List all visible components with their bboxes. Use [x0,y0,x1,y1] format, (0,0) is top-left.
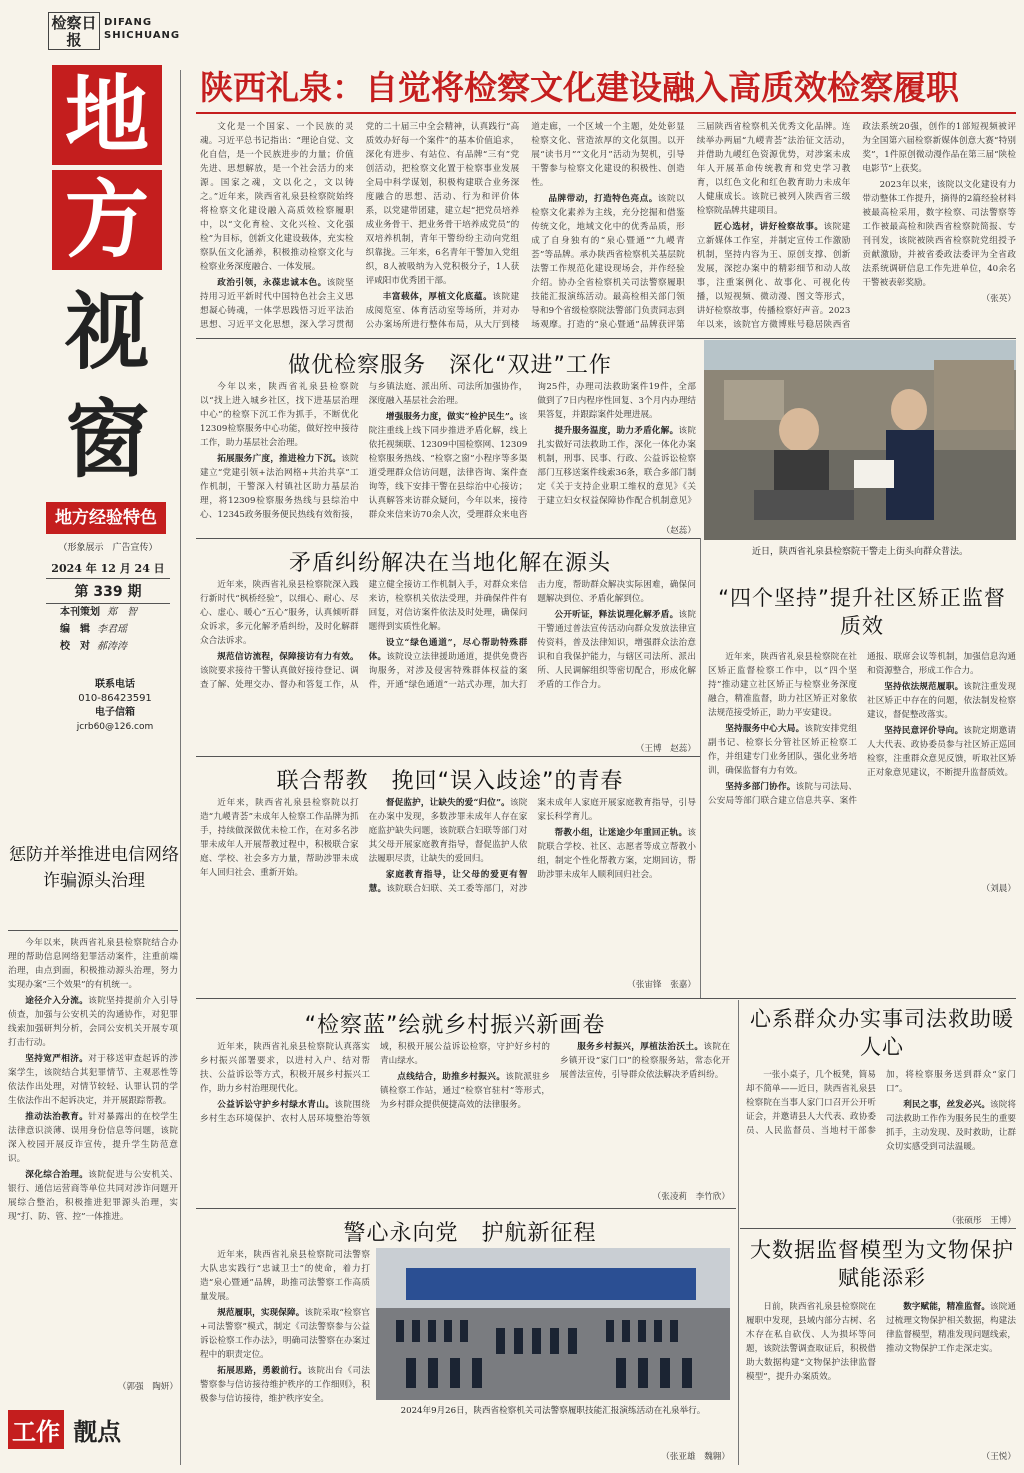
article-3-title: “四个坚持”提升社区矫正监督质效 [718,586,1006,638]
article-6-title: “检察蓝”绘就乡村振兴新画卷 [304,1013,606,1038]
bottom-tag-2: 靓点 [73,1418,122,1446]
article-1-photo [704,340,1016,540]
article-4-lead: 近年来，陕西省礼泉县检察院以打造“九嵕青荟”未成年人检察工作品牌为抓手，持续做深做优未检工作，在对多名涉罪未成年人开展帮教过程中，积极联合家庭、学校、社会多方力量，帮助涉罪未成年人回归社会、重新开始。 [200,798,359,878]
article-4-s3-body: 该院联合学校、社区、志愿者等成立帮教小组，制定个性化帮教方案，定期回访，帮助涉罪未成年人顺利回归社会。 [537,828,696,880]
article-2-lead: 近年来，陕西省礼泉县检察院深入践行新时代“枫桥经验”，以细心、耐心、尽心、虚心、暖心“五心”服务，认真倾听群众诉求，多元化解矛盾纠纷，及时化解群众合法诉求。 [200,580,359,646]
article-9-body [746,1300,1016,1448]
article-1-title: 做优检察服务 深化“双进”工作 [288,353,612,378]
article-7-body [746,1068,1016,1213]
article-3-author: （刘晨） [981,884,1016,894]
section-char-fang: 方 [52,170,162,270]
planner-label: 本刊策划 [60,607,100,618]
article-9-lead: 日前，陕西省礼泉县检察院在履职中发现，县域内部分古树、名木存在私自砍伐、人为损坏等问题，该院法警调查取证后，积极借助大数据构建“文物保护法律监督模型”，提升办案质效。 [746,1302,876,1382]
phone-number: 010-86423591 [78,693,152,704]
article-4-s1-body: 该院在办案中发现，多数涉罪未成年人存在家庭监护缺失问题，该院联合妇联等部门对其父母开展家庭教育指导，督促监护人依法履职尽责，让缺失的爱回归。 [368,798,528,864]
article-9-author: （王悦） [981,1452,1016,1462]
main-title: 陕西礼泉：自觉将检察文化建设融入高质效检察履职 [200,68,959,107]
staff-credits [60,604,170,655]
article-3-s1-title: 坚持服务中心大局。 [725,724,805,734]
article-1-s1-body: 该院建立“党建引领+法治网格+共治共享”工作机制，干警深入村镇社区助力基层治理，将12309检察服务热线与县综治中心、12345政务服务便民热线有效衔接，与乡镇法庭、派出所、司法所加强协作，深度融入基层社会治理。 [200,382,528,520]
email-label: 电子信箱 [95,707,135,718]
article-4-title: 联合帮教 挽回“误入歧途”的青春 [276,769,624,794]
article-1-s3-body: 该院扎实做好司法救助工作，深化一体化办案机制，刑事、民事、行政、公益诉讼检察部门互移送案件线索36条，联合多部门制定《关于支持企业职工维权的意见》《关于建立妇女权益保障协作配合机制意见》 [537,426,696,506]
article-1-s2-title: 增强服务力度，做实“检护民生”。 [385,412,519,422]
pinyin-line-1: DIFANG [104,17,153,28]
article-1-s1-title: 拓展服务广度，推进检力下沉。 [217,454,342,464]
article-5-body [8,936,178,1376]
lead-intro: 文化是一个国家、一个民族的灵魂。习近平总书记指出：“理论自觉、文化自信，是一个民族进步的力量；价值先进、思想解放，是一个社会活力的来源。国家之魂，文以化之，文以铸之。”近年来，陕西省礼泉县检察院始终将检察文化建设融入高质效检察履职中，以“文化育检、文化兴检、文化强检”为目标，创新文化建设载体，充实检察队伍文化涵养，积极推动检察文化与检察业务深度融合、一体发展。 [200,122,354,272]
ad-note: （形象展示 广告宣传） [58,543,158,553]
article-1-lead: 今年以来，陕西省礼泉县检察院以“找上进入城乡社区，找下进基层治理中心”的检察下沉工作为抓手，不断优化12309检察服务中心功能，做好控申接待工作，助力基层社会治理。 [200,382,359,448]
article-3-body [708,650,1016,882]
article-4-s1-title: 督促监护，让缺失的爱“归位”。 [385,798,510,808]
police-parade-photo [376,1248,730,1400]
article-8-s2-title: 拓展思路，勇毅前行。 [217,1366,308,1376]
article-4-s2-title: 家庭教育指导，让父母的爱更有智慧。 [368,870,528,894]
article-1-body [200,380,696,525]
article-4-s3-title: 帮教小组，让迷途少年重回正轨。 [554,828,688,838]
article-4-author: （张宙锋 张嘉） [627,980,696,990]
article-8-photo-caption: 2024年9月26日，陕西省检察机关司法警察履职技能汇报演练活动在礼泉举行。 [400,1406,706,1416]
article-3-lead: 近年来，陕西省礼泉县检察院在社区矫正监督检察工作中，以“四个坚持”推动建立社区矫正与检察业务深度融合，精准监督，助力社区矫正对象依法规范接受矫正，助力平安建设。 [708,652,857,718]
article-4-body [200,796,696,978]
lead-s3-title: 品牌带动，打造特色亮点。 [548,194,658,204]
article-1-s2-body: 该院注重线上线下同步推进矛盾化解，线上依托视频联、12309中国检察网、12309检察服务热线、“检察之窗”小程序等多渠道受理群众信访问题，法律咨询、案件查询等，线下安排干警在县综治中心接访；认真解答来访群众疑问，今年以来，接待群众来信来访70余人次，受理群众来电咨询25件，办理司法救助案件19件，全部做到了7日内程序性回复、3个月内办理结果答复，并跟踪案件处理进展。 [368,382,696,520]
article-7-author: （张硕彤 王博） [947,1216,1016,1226]
proof-row [60,638,170,655]
article-7-lead: 一张小桌子，几个板凳，简易却不简单——近日，陕西省礼泉县检察院在当事人家门口召开公开听证会，并邀请县人大代表、政协委员、人民监督员、当地村干部参加，将检察服务送到群众“家门口”。 [746,1070,1016,1136]
planner-row [60,604,170,621]
article-1-author: （赵蕊） [661,526,696,536]
article-3-s3-body: 该院注重发现社区矫正中存在的问题，依法制发检察建议，督促整改落实。 [867,682,1016,720]
article-2-s2-body: 该院设立法律援助通道，提供免费咨询服务，对涉及侵害特殊群体权益的案件，开通“绿色通道”一站式办理，加大打击力度，帮助群众解决实际困难，确保问题解决到位、矛盾化解到位。 [368,580,696,690]
article-4-s2-body: 该院联合妇联、关工委等部门，对涉案未成年人家庭开展家庭教育指导，引导家长科学育儿。 [386,798,696,894]
article-5-s3-title: 推动法治教育。 [25,1112,89,1122]
article-5-s4-body: 该院促进与公安机关、银行、通信运营商等单位共同对涉诈问题开展综合整治，积极推进犯罪源头治理，实现“打、防、管、控”一体推进。 [8,1170,178,1222]
article-7-s1-body: 该院将司法救助工作作为服务民生的重要抓手，主动发现、及时救助，让群众切实感受到司法温暖。 [886,1100,1016,1152]
lead-s1-title: 政治引领，永葆忠诚本色。 [217,278,327,288]
section-char-shi: 视 [64,283,149,381]
article-2-s3-body: 该院干警通过普法宣传活动向群众发放法律宣传资料，普及法律知识，增强群众法治意识和自我保护能力，与辖区司法所、派出所、人民调解组织等密切配合，形成化解矛盾的工作合力。 [537,610,696,690]
article-6-s2-body: 该院派驻乡镇检察工作站，通过“检察官驻村”等形式，为乡村群众提供便捷高效的法律服务。 [380,1072,550,1110]
article-5-title: 惩防并举推进电信网络诈骗源头治理 [9,845,179,891]
issue-date: 2024 年 12 月 24 日 [51,562,165,575]
section-char-di: 地 [52,65,162,165]
article-8-lead: 近年来，陕西省礼泉县检察院司法警察大队忠实践行“忠诚卫士”的使命，着力打造“泉心暨通”品牌，助推司法警察工作高质量发展。 [200,1250,370,1302]
lead-author: （张英） [981,294,1016,304]
contact-box [60,678,170,734]
editor-name: 李君瑶 [96,624,127,635]
article-2-title: 矛盾纠纷解决在当地化解在源头 [288,551,611,576]
article-6-s2-title: 点线结合，助推乡村振兴。 [397,1072,506,1082]
article-5-s4-title: 深化综合治理。 [25,1170,89,1180]
article-2-s3-title: 公开听证，释法说理化解矛盾。 [554,610,679,620]
masthead-pinyin [104,16,180,42]
article-9-s1-title: 数字赋能，精准监督。 [903,1302,991,1312]
bottom-tag-1: 工作 [8,1410,64,1449]
article-9-s1-body: 该院通过梳理文物保护相关数据，构建法律监督模型，精准发现问题线索，推动文物保护工作走深走实。 [886,1302,1016,1354]
lead-s1-body: 该院坚持用习近平新时代中国特色社会主义思想凝心铸魂，一体学思践悟习近平法治思想、习近平文化思想，深入学习贯彻党的二十届三中全会精神，认真践行“高质效办好每一个案件”的基本价值追求，深化有进步、有站位、有品牌“三有”党创活动，把检察文化置于检察事业发展全局中科学谋划，积极构建联合业务深度融合的思想、活动、行为和评价体系，以党建带团建，建立起“把党员培养成业务骨干、把业务骨干培养成党员”的双培养机制，青年干警纷纷主动向党组织靠拢。三年来，6名青年干警加入党组织，8人被吸纳为入党积极分子，1人获评咸阳市优秀团干部。 [200,122,520,330]
article-8-s1-title: 规范履职，实现保障。 [217,1308,305,1318]
article-5-s3-body: 针对暴露出的在校学生法律意识淡薄、误用身份信息等问题，该院深入校园开展反诈宣传，提升学生防范意识。 [8,1112,178,1164]
article-2-s2-title: 设立“绿色通道”，尽心帮助特殊群体。 [368,638,528,662]
article-5-s1-title: 途径介入分流。 [25,996,89,1006]
article-2-body [200,578,696,743]
proof-label: 校 对 [60,641,90,652]
article-2-s1-title: 规范信访流程，保障接访有力有效。 [217,652,359,662]
lead-s3-body: 该院以检察文化素养为主线，充分挖掘和借鉴传统文化，地域文化中的优秀品质，形成了自身独有的“泉心暨通”“九嵕青荟”等品牌。承办陕西省检察机关基层院法警工作规范化建设现场会，并作经验介绍。协办全省检察机关司法警察履职技能汇报演练活动。最高检相关部门领导和9个省级检察院法警部门负责同志到场观摩。打造的“泉心暨通”品牌获评第三届陕西省检察机关优秀文化品牌。连续举办两届“九嵕青荟”法治征文活动，并借助九嵕红色资源优势，对涉案未成年人开展革命传统教育和党史学习教育，以红色文化和红色教育助力未成年人健康成长。该院已被列入陕西省三级检察院品牌共建项目。 [531,122,851,330]
article-3-s1-body: 该院安排党组副书记、检察长分管社区矫正检察工作，并组建专门业务团队，强化业务培训，确保监督有力有效。 [708,724,857,776]
lead-s4-title: 匠心选材，讲好检察故事。 [713,222,824,232]
article-7-title: 心系群众办实事司法救助暖人心 [750,1007,1014,1059]
lead-article-body [200,120,1016,335]
article-1-s3-title: 提升服务温度，助力矛盾化解。 [554,426,679,436]
article-1-photo-caption: 近日，陕西省礼泉县检察院干警走上街头向群众普法。 [751,547,968,557]
article-5-s1-body: 该院坚持提前介入引导侦查，加强与公安机关的沟通协作，对犯罪线索加强研判分析，会同公安机关开展专项打击行动。 [8,996,178,1048]
lead-s5-body: 2023年以来，该院以文化建设有力带动整体工作提升，摘得的2篇经验材料被最高检采用，数字检察、司法警察等工作被最高检和陕西省检察院简报、专刊刊发，该院被陕西省检察院党组授予贡献激励，并被省委政法委评为全省政法系统调研信息工作先进单位，40余名干警被表彰奖励。 [862,180,1016,288]
article-2-s1-body: 该院要求接待干警认真做好接待登记、调查了解、处理交办、督办和答复工作，从建立健全接访工作机制入手，对群众来信来访，检察机关依法受理，并确保件件有回复，对信访案件依法及时处理，确保问题得到实质性化解。 [200,580,528,690]
article-6-s3-body: 该院在乡镇开设“家门口”的检察服务站，常态化开展普法宣传，引导群众依法解决矛盾纠纷。 [560,1042,730,1080]
street-scene-photo [704,340,1016,540]
planner-name: 郑 智 [106,607,137,618]
article-8-author: （张亚雄 魏翱） [661,1452,730,1462]
article-6-author: （张凌莉 李竹欣） [652,1192,730,1202]
issue-number: 第 339 期 [46,578,170,604]
lead-s4-body: 该院建立新媒体工作室，并制定宣传工作激励机制，坚持内容为王、原创支撑、创新发展，深挖办案中的精彩细节和动人故事，注重案例化、故事化、可视化传播，以短视频、微动漫、图文等形式，讲好检察故事，传播检察好声音。2023年以来，该院官方微博账号稳居陕西省政法系统20强，创作的1部短视频被评为全国第六届检察新媒体创意大赛“特别奖”，1件原创微动漫作品在第三届“陕检电影节”上获奖。 [696,122,1016,330]
article-5-s2-title: 坚持宽严相济。 [25,1054,89,1064]
article-3-s2-title: 坚持多部门协作。 [725,782,796,792]
article-6-lead: 近年来，陕西省礼泉县检察院认真落实乡村振兴部署要求，以进村入户、结对帮扶、公益诉讼等方式，积极开展乡村振兴工作，助力乡村治理现代化。 [200,1042,370,1094]
editor-row [60,621,170,638]
article-8-photo [376,1248,730,1400]
article-3-s4-body: 该院定期邀请人大代表、政协委员参与社区矫正巡回检察，注重群众意见反馈，听取社区矫正对象意见建议，不断提升监督质效。 [867,726,1016,778]
article-5-s2-body: 对于移送审查起诉的涉案学生，该院结合其犯罪情节、主观恶性等依法作出处理，对情节较轻、认罪认罚的学生依法作出不起诉决定，并开展跟踪帮教。 [8,1054,178,1106]
article-6-body [200,1040,730,1188]
masthead-logo: 检察日报 [48,12,100,50]
article-3-s3-title: 坚持依法规范履职。 [884,682,964,692]
article-3-s2-body: 该院与司法局、公安局等部门联合建立信息共享、案件通报、联席会议等机制，加强信息沟通和资源整合，形成工作合力。 [708,652,1016,806]
pinyin-line-2: SHICHUANG [104,30,181,41]
article-5-lead: 今年以来，陕西省礼泉县检察院结合办理的帮助信息网络犯罪活动案件，注重前端治理，由点到面，积极推动源头治理，努力实现办案“三个效果”的有机统一。 [8,938,178,990]
article-8-title: 警心永向党 护航新征程 [343,1221,597,1246]
article-6-s3-title: 服务乡村振兴，厚植法治沃土。 [577,1042,704,1052]
article-6-s1-title: 公益诉讼守护乡村绿水青山。 [217,1100,335,1110]
editor-label: 编 辑 [60,624,90,635]
article-3-s4-title: 坚持民意评价导向。 [884,726,964,736]
article-6-s1-body: 该院围绕乡村生态环境保护、农村人居环境整治等领域，积极开展公益诉讼检察，守护好乡村的青山绿水。 [200,1042,550,1124]
article-8-s1-body: 该院采取“检察官+司法警察”模式，制定《司法警察参与公益诉讼检察工作办法》，明确司法警察在办案过程中的职责定位。 [200,1308,370,1360]
article-7-s1-title: 利民之事，丝发必兴。 [903,1100,991,1110]
article-8-s2-body: 该院出台《司法警察参与信访接待维护秩序的工作细则》，积极参与信访接待，维护秩序安全。 [200,1366,370,1404]
article-5-author: （郭强 陶妍） [117,1382,178,1392]
bottom-tag [8,1410,178,1450]
article-8-body [200,1248,370,1463]
proof-name: 郝涛涛 [96,641,127,652]
lead-s2-body: 该院建成阅览室、体育活动室等场所，并对办公办案场所进行整体布局，从大厅到楼道走廊，一个区域一个主题，处处彰显检察文化、营造浓厚的文化氛围。以开展“读书月”“文化月”活动为契机，引导干警参与检察文化建设的积极性、创造性。 [365,122,685,330]
phone-label: 联系电话 [95,679,135,690]
section-char-chuang: 窗 [64,391,149,489]
article-2-author: （王博 赵蕊） [635,744,696,754]
lead-s2-title: 丰富载体，厚植文化底蕴。 [382,292,493,302]
email-address: jcrb60@126.com [76,722,154,732]
feature-tag: 地方经验特色 [46,502,166,534]
article-9-title: 大数据监督模型为文物保护赋能添彩 [750,1238,1014,1290]
